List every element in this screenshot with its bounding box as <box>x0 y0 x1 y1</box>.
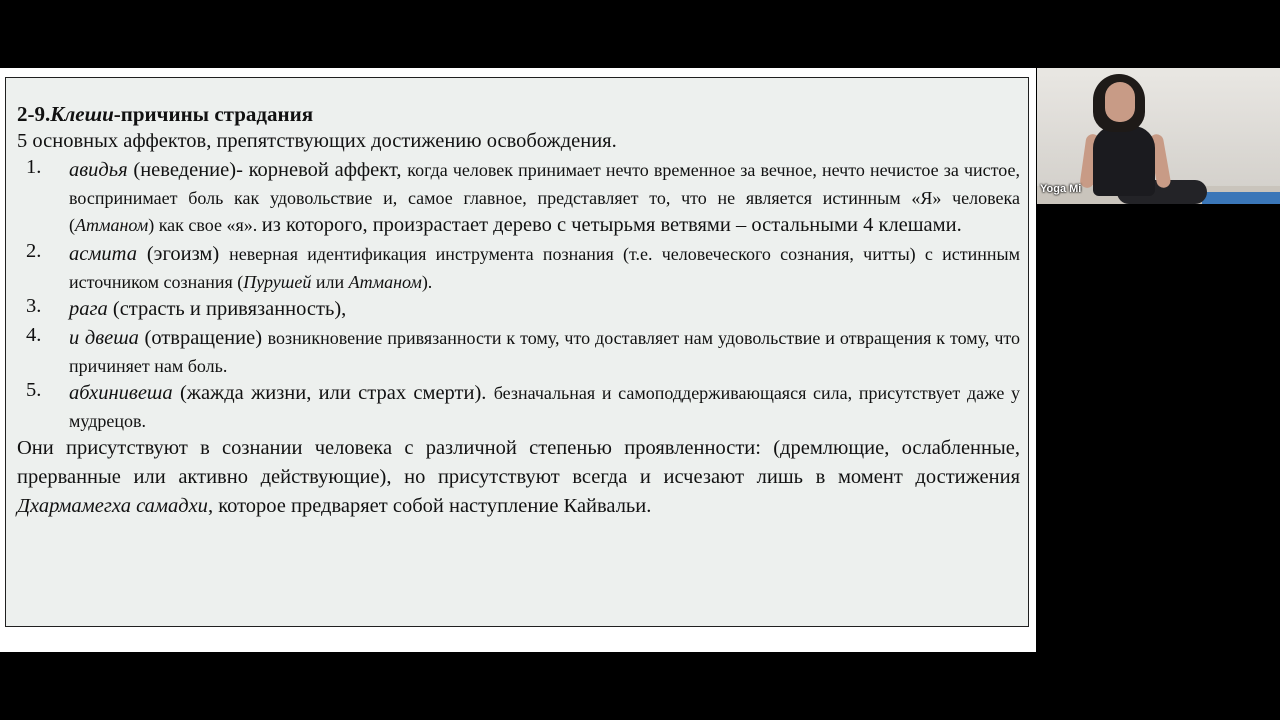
list-number: 5. <box>26 379 42 401</box>
list-number: 2. <box>26 240 42 262</box>
list-item-1 <box>17 156 1020 240</box>
item-italic: Атманом <box>75 215 149 235</box>
item-text: безначальная и самоподдерживающаяся сила, присутствует даже у мудрецов. <box>69 383 1020 431</box>
list-item-3 <box>17 295 1020 324</box>
list-number: 3. <box>26 295 42 317</box>
list-item-5 <box>17 379 1020 434</box>
person-torso <box>1093 126 1155 196</box>
slide-lead: 5 основных аффектов, препятствующих достижению освобождения. <box>17 130 617 152</box>
closing-italic: Дхармамегха самадхи <box>17 495 208 517</box>
yoga-mat <box>1202 192 1280 204</box>
title-suffix: -причины страдания <box>113 102 314 126</box>
item-text: (неведение)- корневой аффект, <box>127 159 408 181</box>
slide-title <box>17 100 1020 128</box>
item-text: или <box>311 272 349 292</box>
closing-text: Они присутствуют в сознании человека с различной степенью проявленности: (дремлющие, ослабленные, прерванные или активно действующие), но присутствуют всегда и исчезают лишь в момент достижения <box>17 437 1020 488</box>
item-text: (эгоизм) <box>137 243 230 265</box>
slide-content <box>17 100 1020 521</box>
slide-closing <box>17 434 1020 521</box>
item-text: (страсть и привязанность), <box>107 298 347 320</box>
item-term: и двеша <box>69 327 139 349</box>
item-term: асмита <box>69 243 137 265</box>
item-text: ) как свое «я». <box>148 215 262 235</box>
item-text: из которого, произрастает дерево с четырьмя ветвями – остальными 4 клешами. <box>261 214 962 236</box>
list-item-4 <box>17 324 1020 379</box>
item-italic: Атманом <box>348 272 422 292</box>
slide-frame <box>5 77 1029 627</box>
item-text: ). <box>421 272 433 292</box>
item-text: неверная идентификация инструмента познания (т.е. человеческого сознания, читты) с истинным источником сознания ( <box>69 244 1020 292</box>
item-term: рага <box>69 298 108 320</box>
shared-screen <box>0 68 1036 652</box>
person-face <box>1105 82 1135 122</box>
title-term: Клеши <box>50 102 114 126</box>
list-number: 4. <box>26 324 42 346</box>
item-term: авидья <box>69 159 128 181</box>
list-item-2 <box>17 240 1020 295</box>
item-text: возникновение привязанности к тому, что доставляет нам удовольствие и отвращения к тому, что причиняет нам боль. <box>69 328 1021 376</box>
item-text: (жажда жизни, или страх смерти). <box>172 382 494 404</box>
participant-name-label: Yoga Mi <box>1040 183 1082 195</box>
closing-text: , которое предваряет собой наступление Кайвальи. <box>207 495 652 517</box>
title-prefix: 2-9. <box>17 102 51 126</box>
item-text: когда человек принимает нечто временное за вечное, нечто нечистое за чистое, воспринимает боль как удовольствие и, самое главное, представляет то, что не является истинным «Я» человека ( <box>69 160 1020 235</box>
list-number: 1. <box>26 156 42 178</box>
item-term: абхинивеша <box>69 382 173 404</box>
item-italic: Пурушей <box>243 272 312 292</box>
item-text: (отвращение) <box>138 327 268 349</box>
participant-video-tile[interactable] <box>1037 68 1280 204</box>
